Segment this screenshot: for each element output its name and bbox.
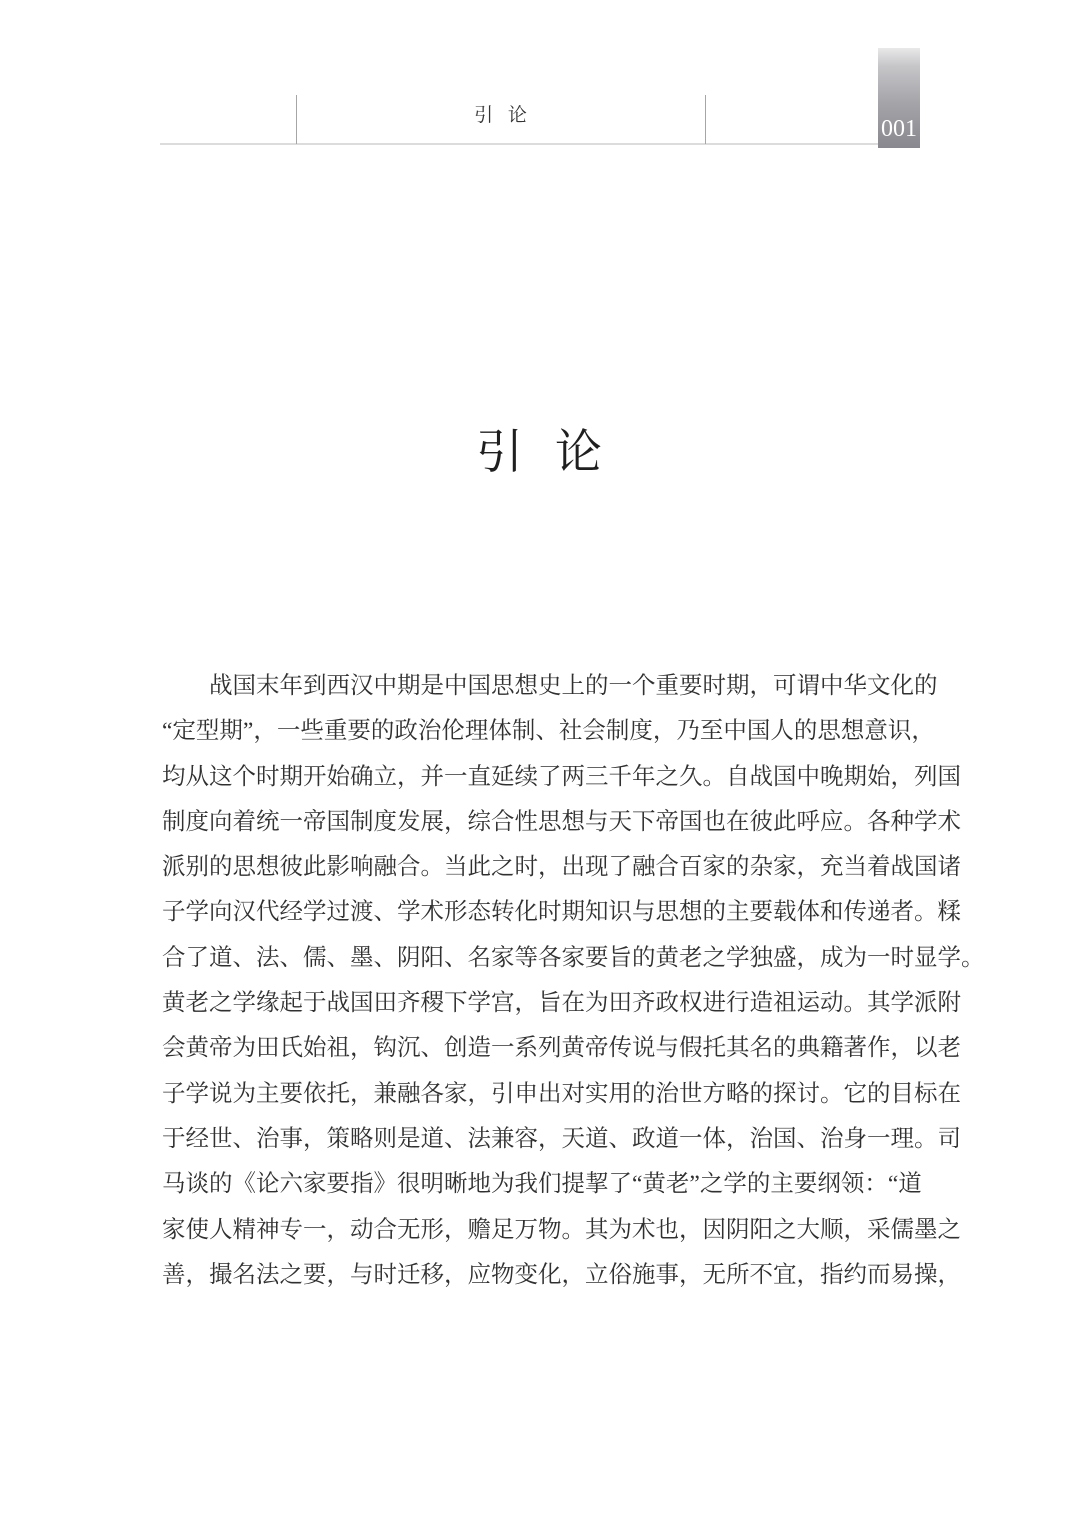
body-line: “定型期”，一些重要的政治伦理体制、社会制度，乃至中国人的思想意识，: [162, 718, 935, 745]
body-line: 于经世、治事，策略则是道、法兼容，天道、政道一体，治国、治身一理。司: [162, 1125, 961, 1152]
body-line: 派别的思想彼此影响融合。当此之时，出现了融合百家的杂家，充当着战国诸: [162, 854, 961, 881]
body-line: 子学向汉代经学过渡、学术形态转化时期知识与思想的主要载体和传递者。糅: [162, 899, 961, 926]
body-line: 善，撮名法之要，与时迁移，应物变化，立俗施事，无所不宜，指约而易操，: [162, 1261, 961, 1288]
body-line: 家使人精神专一，动合无形，赡足万物。其为术也，因阴阳之大顺，采儒墨之: [162, 1216, 961, 1243]
body-line: 黄老之学缘起于战国田齐稷下学宫，旨在为田齐政权进行造祖运动。其学派附: [162, 990, 961, 1017]
body-line: 制度向着统一帝国制度发展，综合性思想与天下帝国也在彼此呼应。各种学术: [162, 808, 961, 835]
body-line: 均从这个时期开始确立，并一直延续了两三千年之久。自战国中晚期始，列国: [162, 763, 961, 790]
page-number: 001: [881, 116, 917, 142]
page-number-tab: [878, 48, 920, 148]
running-header: 引 论: [474, 105, 528, 126]
header-divider: [160, 143, 920, 145]
body-line: 会黄帝为田氏始祖，钩沉、创造一系列黄帝传说与假托其名的典籍著作，以老: [162, 1035, 961, 1062]
chapter-title: 引 论: [476, 427, 604, 479]
body-line: 战国末年到西汉中期是中国思想史上的一个重要时期，可谓中华文化的: [209, 673, 938, 699]
body-line: 子学说为主要依托，兼融各家，引申出对实用的治世方略的探讨。它的目标在: [162, 1080, 961, 1107]
body-paragraph: [162, 664, 985, 1298]
body-line: 合了道、法、儒、墨、阴阳、名家等各家要旨的黄老之学独盛，成为一时显学。: [162, 944, 985, 971]
body-line: 马谈的《论六家要指》很明晰地为我们提挈了“黄老”之学的主要纲领：“道: [162, 1171, 922, 1198]
